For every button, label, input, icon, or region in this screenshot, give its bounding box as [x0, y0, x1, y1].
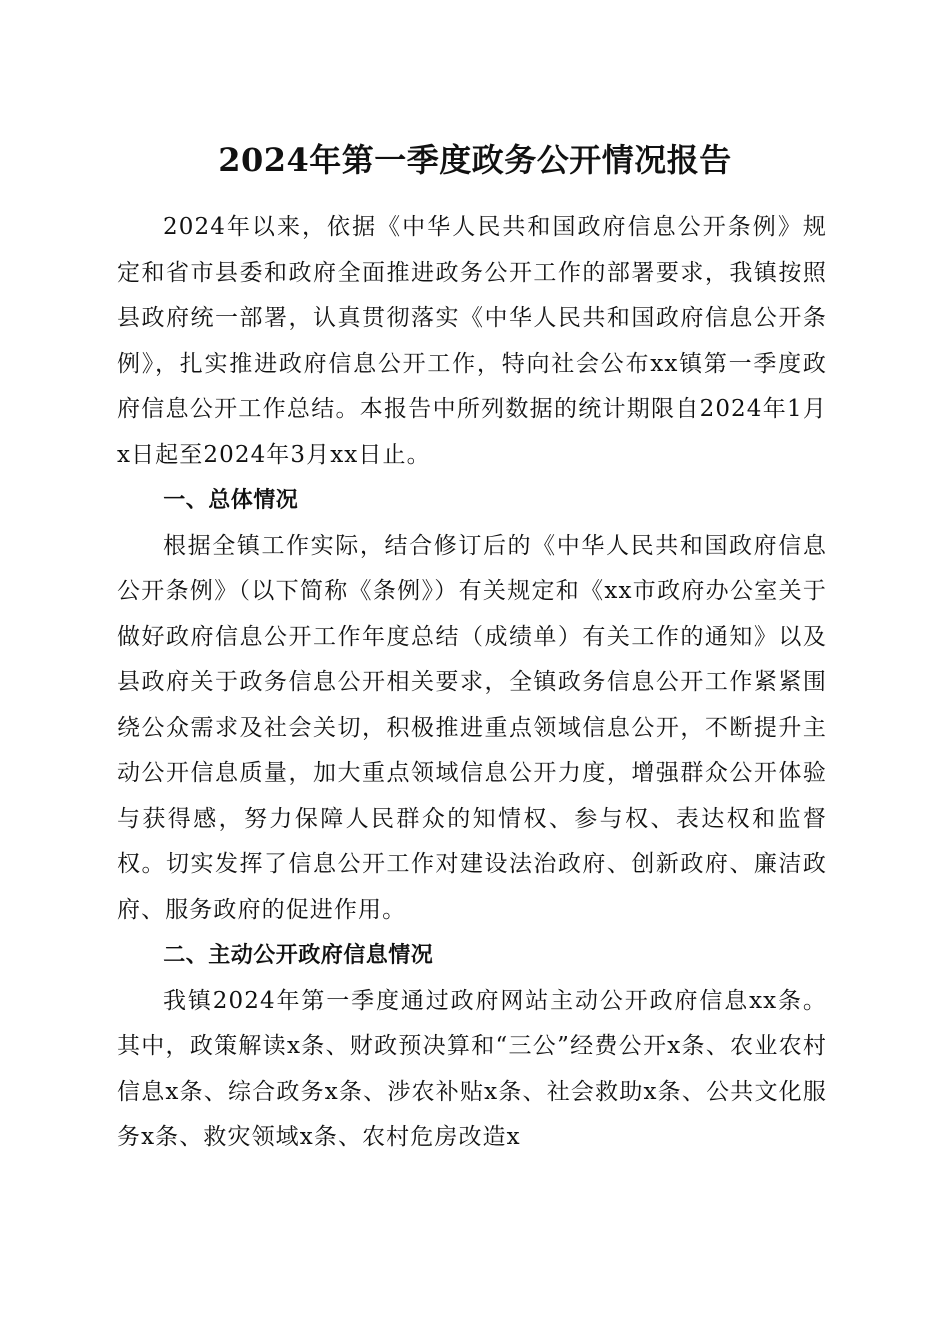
document-body: [117, 205, 827, 1161]
active-disclosure-paragraph: 我镇2024年第一季度通过政府网站主动公开政府信息xx条。其中，政策解读x条、财政预决算和“三公”经费公开x条、农业农村信息x条、综合政务x条、涉农补贴x条、社会救助x条、公共文化服务x条、救灾领域x条、农村危房改造x: [117, 987, 827, 1150]
overview-paragraph: 根据全镇工作实际，结合修订后的《中华人民共和国政府信息公开条例》（以下简称《条例》）有关规定和《xx市政府办公室关于做好政府信息公开工作年度总结（成绩单）有关工作的通知》以及县政府关于政务信息公开相关要求，全镇政务信息公开工作紧紧围绕公众需求及社会关切，积极推进重点领域信息公开，不断提升主动公开信息质量，加大重点领域信息公开力度，增强群众公开体验与获得感，努力保障人民群众的知情权、参与权、表达权和监督权。切实发挥了信息公开工作对建设法治政府、创新政府、廉洁政府、服务政府的促进作用。: [117, 532, 827, 923]
section-heading-overview: 一、总体情况: [163, 488, 299, 513]
section-heading-active-disclosure: 二、主动公开政府信息情况: [163, 943, 434, 968]
document-title: 2024年第一季度政务公开情况报告: [218, 141, 732, 179]
intro-paragraph: 2024年以来，依据《中华人民共和国政府信息公开条例》规定和省市县委和政府全面推进政务公开工作的部署要求，我镇按照县政府统一部署，认真贯彻落实《中华人民共和国政府信息公开条例》，扎实推进政府信息公开工作，特向社会公布xx镇第一季度政府信息公开工作总结。本报告中所列数据的统计期限自2024年1月x日起至2024年3月xx日止。: [117, 214, 827, 468]
